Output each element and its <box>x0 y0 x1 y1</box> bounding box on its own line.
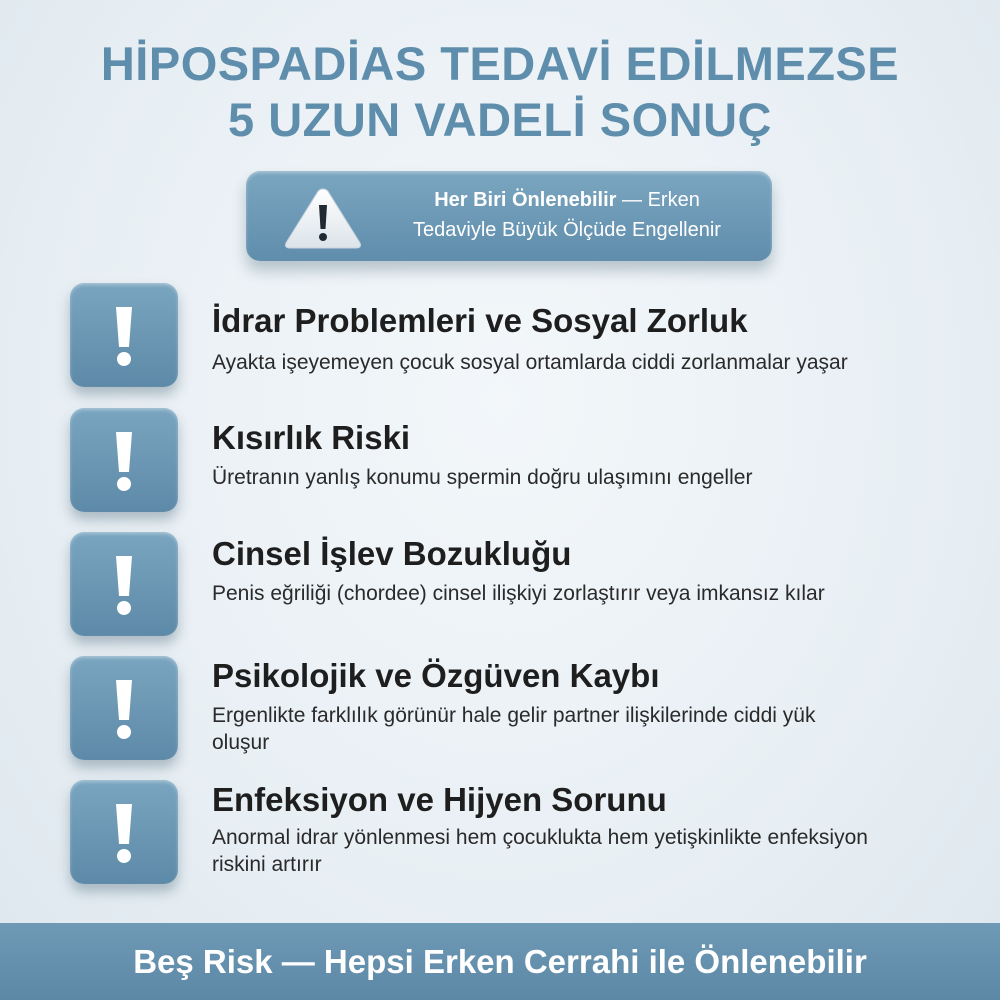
item-title: Cinsel İşlev Bozukluğu <box>212 535 572 572</box>
item-description: Üretranın yanlış konumu spermin doğru ulaşımını engeller <box>212 466 753 489</box>
exclamation-badge <box>70 656 178 760</box>
banner-text-rest: — Erken <box>616 189 700 211</box>
exclamation-icon <box>110 678 138 740</box>
page-title-line-2: 5 UZUN VADELİ SONUÇ <box>228 93 772 146</box>
banner-line-1 <box>374 185 760 215</box>
banner-line-2: Tedaviyle Büyük Ölçüde Engellenir <box>413 219 721 241</box>
banner-bold-text: Her Biri Önlenebilir <box>434 189 617 211</box>
item-description: Ergenlikte farklılık görünür hale gelir partner ilişkilerinde ciddi yük oluşur <box>212 704 816 754</box>
item-title: Enfeksiyon ve Hijyen Sorunu <box>212 781 667 818</box>
item-title: İdrar Problemleri ve Sosyal Zorluk <box>212 302 748 339</box>
exclamation-icon <box>110 554 138 616</box>
exclamation-icon <box>110 430 138 492</box>
prevention-banner <box>246 171 772 261</box>
exclamation-icon <box>110 305 138 367</box>
item-description: Penis eğriliği (chordee) cinsel ilişkiyi zorlaştırır veya imkansız kılar <box>212 582 825 605</box>
page-title-line-1: HİPOSPADİAS TEDAVİ EDİLMEZSE <box>100 37 900 90</box>
item-title: Kısırlık Riski <box>212 419 411 456</box>
exclamation-badge <box>70 408 178 512</box>
item-description: Anormal idrar yönlenmesi hem çocuklukta hem yetişkinlikte enfeksiyon riskini artırır <box>212 826 868 876</box>
page-title <box>0 36 1000 148</box>
item-description: Ayakta işeyemeyen çocuk sosyal ortamlarda ciddi zorlanmalar yaşar <box>212 351 848 374</box>
item-title: Psikolojik ve Özgüven Kaybı <box>212 657 660 694</box>
exclamation-badge <box>70 283 178 387</box>
banner-text <box>374 185 760 245</box>
exclamation-icon <box>110 802 138 864</box>
exclamation-badge <box>70 780 178 884</box>
exclamation-badge <box>70 532 178 636</box>
warning-triangle-icon <box>282 185 364 251</box>
footer-banner: Beş Risk — Hepsi Erken Cerrahi ile Önlenebilir <box>0 923 1000 1000</box>
